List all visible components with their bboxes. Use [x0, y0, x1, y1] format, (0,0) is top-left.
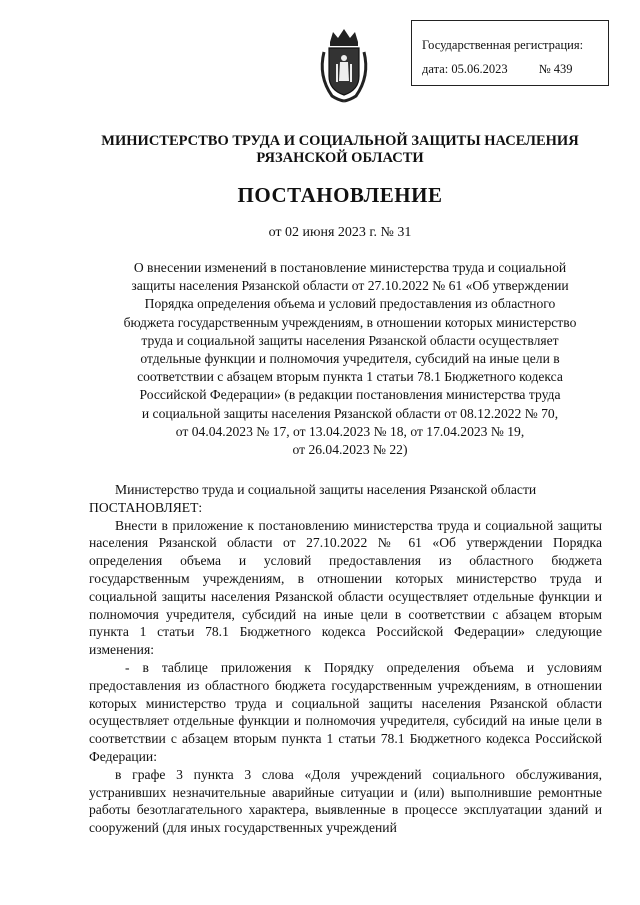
body-preamble: Министерство труда и социальной защиты населения Рязанской области — [115, 482, 537, 497]
body-paragraph: - в таблице приложения к Порядку определения объема и условиям предоставления из областного бюджета государственным учреждениям, в отношении которых министерство труда и социальной защиты населения Рязанской области осуществляет отдельные функции и полномочия учредителя, субсидий на иные цели в соответствии с абзацем вторым пункта 1 статьи 78.1 Бюджетного кодекса Российской Федерации: — [89, 659, 602, 764]
subject-line: защиты населения Рязанской области от 27.10.2022 № 61 «Об утверждении — [131, 278, 569, 294]
subject-line: бюджета государственным учреждениям, в отношении которых министерство — [123, 314, 577, 330]
document-date-number: от 02 июня 2023 г. № 31 — [268, 225, 412, 240]
coat-of-arms-icon — [316, 26, 372, 104]
document-body — [89, 481, 602, 837]
subject-line: Порядка определения объема и условий предоставления из областного — [144, 296, 556, 312]
registration-number: № 439 — [538, 62, 573, 76]
subject-line: от 26.04.2023 № 22) — [292, 442, 408, 458]
registration-stamp — [411, 20, 609, 86]
ministry-title-line1: МИНИСТЕРСТВО ТРУДА И СОЦИАЛЬНОЙ ЗАЩИТЫ НАСЕЛЕНИЯ — [101, 133, 579, 149]
body-paragraph: Внести в приложение к постановлению министерства труда и социальной защиты населения Рязанской области от 27.10.2022 № 61 «Об утверждении Порядка определения объема и условий предоставления из областного бюджета государственным учреждениям, в отношении которых министерство труда и социальной защиты населения Рязанской области осуществляет отдельные функции и полномочия учредителя, субсидий на иные цели в соответствии с абзацем вторым пункта 1 статьи 78.1 Бюджетного кодекса Российской Федерации» следующие изменения: — [89, 517, 602, 658]
body-resolves: ПОСТАНОВЛЯЕТ: — [89, 499, 203, 515]
ministry-title — [60, 133, 620, 167]
subject-line: О внесении изменений в постановление министерства труда и социальной — [133, 260, 567, 275]
subject-line: и социальной защиты населения Рязанской области от 08.12.2022 № 70, — [141, 405, 559, 421]
document-type: ПОСТАНОВЛЕНИЕ — [237, 183, 443, 207]
document-subject — [95, 259, 605, 459]
subject-line: Российской Федерации» (в редакции постановления министерства труда — [139, 387, 561, 403]
body-paragraph: в графе 3 пункта 3 слова «Доля учреждений социального обслуживания, устранивших незначительные аварийные ситуации и (или) выполнившие ремонтные работы безотлагательного характера, выявленные в процессе эксплуатации зданий и сооружений (для иных государственных учреждений — [89, 766, 602, 836]
registration-title: Государственная регистрация: — [422, 38, 584, 52]
subject-line: от 04.04.2023 № 17, от 13.04.2023 № 18, от 17.04.2023 № 19, — [175, 423, 525, 439]
subject-line: соответствии с абзацем вторым пункта 1 статьи 78.1 Бюджетного кодекса — [137, 369, 563, 385]
ministry-title-line2: РЯЗАНСКОЙ ОБЛАСТИ — [256, 150, 424, 166]
subject-line: отдельные функции и полномочия учредителя, субсидий на иные цели в — [140, 351, 560, 367]
registration-date: дата: 05.06.2023 — [422, 62, 508, 76]
subject-line: труда и социальной защиты населения Рязанской области осуществляет — [141, 332, 559, 348]
